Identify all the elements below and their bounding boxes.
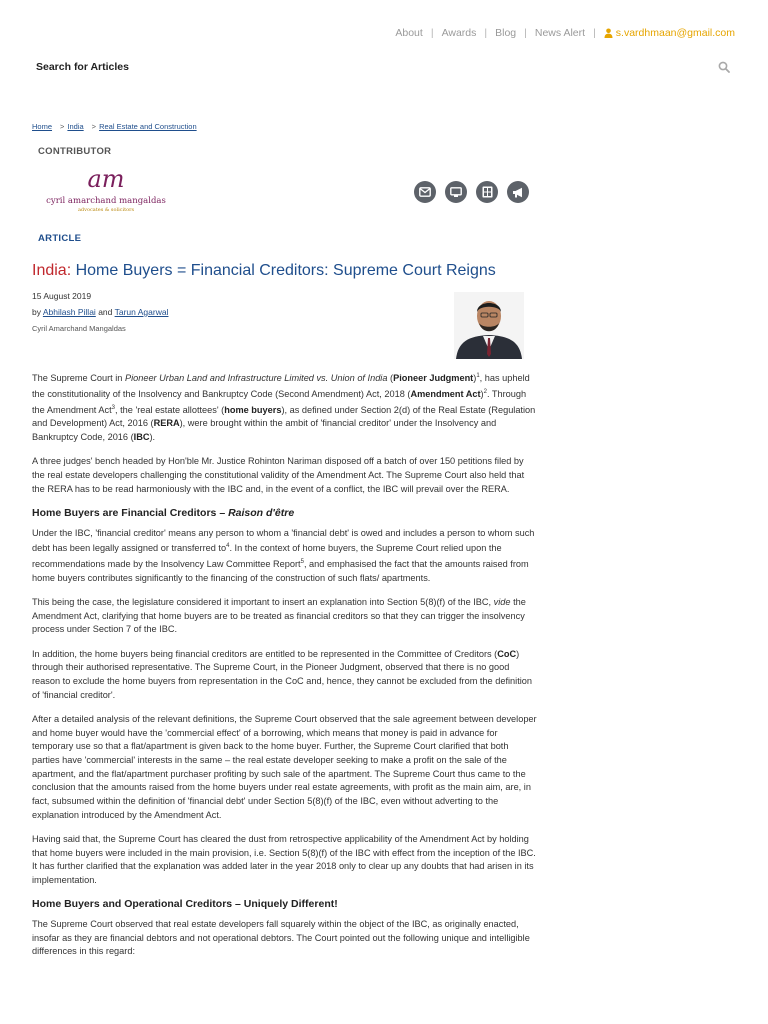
email-share-button[interactable] — [414, 181, 436, 203]
nav-about-link[interactable]: About — [395, 27, 423, 39]
breadcrumb-home[interactable]: Home — [32, 122, 53, 131]
byline-by: by — [32, 307, 41, 317]
article-label: ARTICLE — [38, 233, 82, 244]
byline — [32, 307, 168, 317]
nav-separator: | — [430, 27, 434, 39]
breadcrumb-category[interactable]: Real Estate and Construction — [99, 122, 197, 131]
megaphone-icon — [512, 187, 525, 198]
book-icon — [482, 186, 493, 198]
article-body — [32, 370, 538, 970]
nav-separator: | — [524, 27, 527, 39]
nav-blog-link[interactable]: Blog — [495, 27, 517, 39]
library-button[interactable] — [476, 181, 498, 203]
breadcrumb-india[interactable]: India — [67, 122, 84, 131]
body-paragraph: Having said that, the Supreme Court has cleared the dust from retrospective applicability of the Amendment Act by holding that home buyers were included in the main provision, i.e. Section 5(8)(f) of the IBC with effect from the inception of the IBC. It has further clarified that the explanation was added later in the year 2018 only to clear up any doubts that had arisen in its implementation. — [32, 834, 536, 886]
author-link-2[interactable]: Tarun Agarwal — [114, 307, 169, 317]
breadcrumb-separator: > — [91, 122, 97, 131]
body-paragraph: The Supreme Court in Pioneer Urban Land and Infrastructure Limited vs. Union of India (Pioneer Judgment)$^1$, has upheld the constitutionality of the Insolvency and Bankruptcy Code (Second Amendment) Act, 2018 (Amendment Act)$^2$. Through the Amendment Act$^3$, the 'real estate allottees' (home buyers), as defined under Section 2(d) of the Real Estate (Regulation and Development) Act, 2016 (RERA), were brought within the ambit of 'financial creditor' under the Insolvency and Bankruptcy Code, 2016 (IBC). — [32, 373, 536, 442]
author-link-1[interactable]: Abhilash Pillai — [42, 307, 96, 317]
breadcrumb — [32, 122, 197, 131]
logo-firm-name: cyril amarchand mangaldas — [46, 196, 166, 206]
user-email-text: s.vardhmaan@gmail.com — [615, 27, 735, 39]
title-country[interactable]: India: — [32, 262, 72, 279]
logo-mark: am — [87, 165, 125, 193]
user-email-link[interactable] — [604, 27, 735, 39]
body-paragraph: A three judges' bench headed by Hon'ble Mr. Justice Rohinton Nariman disposed off a batch of over 150 petitions filed by the real estate developers challenging the constitutional validity of the Amendment Act. The Supreme Court also held that the RERA has to be read harmoniously with the IBC and, in the event of a conflict, the IBC will prevail over the RERA. — [32, 456, 525, 494]
page-title — [32, 262, 496, 280]
author-photo — [454, 292, 524, 359]
body-paragraph: In addition, the home buyers being financial creditors are entitled to be represented in the Committee of Creditors (CoC) through their authorised representative. The Supreme Court, in the Pioneer Judgment, observed that there is no good reason to exclude the home buyers from representation in the CoC and, hence, they cannot be excluded from the definition of 'financial creditor'. — [32, 648, 533, 700]
nav-separator: | — [593, 27, 596, 39]
byline-and: and — [98, 307, 113, 317]
breadcrumb-separator: > — [60, 122, 65, 131]
body-paragraph: This being the case, the legislature considered it important to insert an explanation into Section 5(8)(f) of the IBC, vide the Amendment Act, clarifying that home buyers are to be treated as financial creditors so that they can trigger the insolvency process under Section 7 of the IBC. — [32, 596, 526, 635]
section-heading: Home Buyers and Operational Creditors – Uniquely Different! — [32, 898, 338, 911]
search-label[interactable]: Search for Articles — [36, 61, 129, 73]
body-paragraph: The Supreme Court observed that real estate developers fall squarely within the object of the IBC, as originally enacted, insofar as they are financial debtors and not operational debtors. The Court pointed out the following unique and intelligible differences in this regard: — [32, 919, 530, 957]
nav-awards-link[interactable]: Awards — [441, 27, 477, 39]
body-paragraph: Under the IBC, 'financial creditor' means any person to whom a 'financial debt' is owed and includes a person to whom such debt has been legally assigned or transferred $to^4$. In the context of home buyers, the Supreme Court relied upon the recommendations made by the Insolvency Law Committee Report$^5$, and emphasised the fact that the amounts raised from home buyers contributes significantly to the financing of the construction of such flats/ apartments. — [32, 527, 535, 583]
title-text: Home Buyers = Financial Creditors: Supreme Court Reigns — [75, 262, 496, 279]
search-bar[interactable] — [36, 58, 736, 76]
monitor-icon — [450, 187, 462, 198]
firm-name: Cyril Amarchand Mangaldas — [32, 324, 126, 333]
search-icon[interactable] — [718, 61, 730, 73]
publish-date: 15 August 2019 — [32, 291, 92, 301]
user-icon — [604, 28, 613, 38]
section-heading: Home Buyers are Financial Creditors – Raison d'être — [32, 506, 295, 519]
nav-separator: | — [484, 27, 488, 39]
top-nav — [395, 27, 735, 39]
envelope-icon — [419, 187, 431, 197]
webinar-button[interactable] — [445, 181, 467, 203]
body-paragraph: After a detailed analysis of the relevant definitions, the Supreme Court observed that the sale agreement between developer and home buyer would have the 'commercial effect' of a borrowing, which means that money is paid in advance for temporary use so that a flat/apartment is given back to the home buyer. Further, the Supreme Court clarified that both parties have 'commercial' interests in the same – the real estate developer seeking to make a profit on the sale of the apartment, and the flat/apartment purchaser profiting by such sale of the apartment. The Supreme Court thus came to the conclusion that the amounts raised from the home buyers under real estate agreements, with profit as the main aim, are, in fact, subsumed within the definition of 'financial debt' under Section 5(8)(f) of the IBC, even without adverting to the explanation introduced by the Amendment Act. — [32, 713, 537, 820]
contributor-label: CONTRIBUTOR — [38, 146, 112, 157]
logo-subtitle: advocates & solicitors — [77, 207, 135, 213]
firm-logo[interactable] — [38, 164, 174, 226]
announce-button[interactable] — [507, 181, 529, 203]
nav-news-alert-link[interactable]: News Alert — [534, 27, 586, 39]
share-toolbar — [414, 181, 529, 203]
